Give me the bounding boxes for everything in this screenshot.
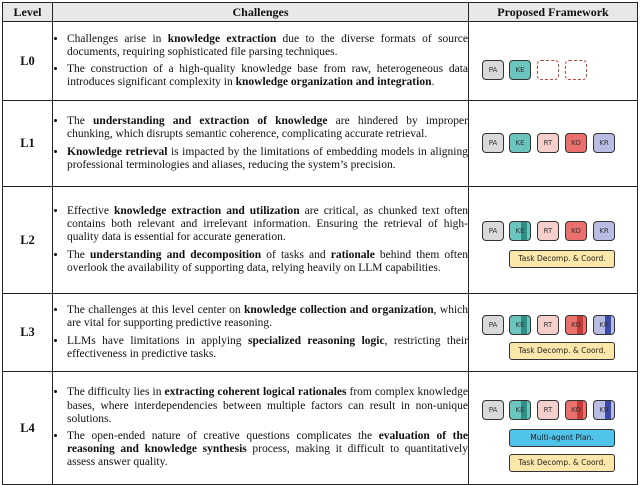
framework-cell <box>469 187 638 294</box>
challenge-bullet: • LLMs have limitations in applying specialized reasoning logic, restricting their effectiveness in predictive tasks. <box>67 335 468 361</box>
module-pa: PA <box>482 315 504 335</box>
framework-cell <box>469 372 638 485</box>
module-ko: KO <box>565 221 587 241</box>
row-l1 <box>3 101 638 187</box>
row-l3 <box>3 294 638 372</box>
challenge-bullet: • The difficulty lies in extracting coherent logical rationales from complex knowledge bases, where interdependencies between multiple factors can result in non-unique solutions. <box>67 386 468 426</box>
challenges-cell <box>53 294 469 372</box>
module-kr: KR <box>593 400 615 420</box>
module-rt: RT <box>537 221 559 241</box>
module-pa: PA <box>482 60 504 80</box>
module-kr: KR <box>593 133 615 153</box>
module-pa: PA <box>482 221 504 241</box>
task-decomp-bar: Task Decomp. & Coord. <box>509 454 615 472</box>
module-ko: KO <box>565 133 587 153</box>
module-rt: RT <box>537 315 559 335</box>
module-rt: RT <box>537 400 559 420</box>
framework-cell <box>469 294 638 372</box>
challenge-bullet: • The construction of a high-quality knowledge base from raw, heterogeneous data introduces significant complexity in knowledge organization and integration. <box>67 63 468 89</box>
challenge-bullet: • The open-ended nature of creative questions complicates the evaluation of the reasoning and knowledge synthesis process, making it difficult to quantitatively assess answer quality. <box>67 430 468 470</box>
module-rt: RT <box>537 133 559 153</box>
challenge-bullet: • Effective knowledge extraction and utilization are critical, as chunked text often contains both relevant and irrelevant information. Ensuring the retrieval of high-quality data is essential for accurate generation. <box>67 205 468 245</box>
header-level: Level <box>3 3 53 22</box>
header-row <box>3 3 638 22</box>
level-cell: L0 <box>3 22 53 101</box>
module-placeholder <box>537 60 559 80</box>
module-pa: PA <box>482 400 504 420</box>
challenges-cell <box>53 101 469 187</box>
row-l2 <box>3 187 638 294</box>
level-cell: L3 <box>3 294 53 372</box>
module-ke: KE <box>509 60 531 80</box>
task-decomp-bar: Task Decomp. & Coord. <box>509 250 615 268</box>
challenges-cell <box>53 22 469 101</box>
challenge-bullet: • Knowledge retrieval is impacted by the limitations of embedding models in aligning professional terminologies and aliases, reducing the system’s precision. <box>67 146 468 172</box>
module-kr: KR <box>593 221 615 241</box>
module-ke: KE <box>509 221 531 241</box>
module-ko: KO <box>565 400 587 420</box>
challenge-bullet: • The challenges at this level center on knowledge collection and organization, which are vital for supporting predictive reasoning. <box>67 304 468 330</box>
row-l4 <box>3 372 638 485</box>
level-cell: L1 <box>3 101 53 187</box>
module-ke: KE <box>509 400 531 420</box>
level-cell: L2 <box>3 187 53 294</box>
challenges-table <box>2 2 638 485</box>
framework-cell <box>469 22 638 101</box>
challenges-cell <box>53 187 469 294</box>
task-decomp-bar: Task Decomp. & Coord. <box>509 342 615 360</box>
challenges-cell <box>53 372 469 485</box>
row-l0 <box>3 22 638 101</box>
module-pa: PA <box>482 133 504 153</box>
header-framework: Proposed Framework <box>469 3 638 22</box>
header-challenges: Challenges <box>53 3 469 22</box>
module-ke: KE <box>509 315 531 335</box>
module-ke: KE <box>509 133 531 153</box>
challenge-bullet: • The understanding and extraction of knowledge are hindered by improper chunking, which disrupts semantic coherence, complicating accurate retrieval. <box>67 115 468 141</box>
challenge-bullet: • The understanding and decomposition of tasks and rationale behind them often overlook the availability of supporting data, relying heavily on LLM capabilities. <box>67 249 468 275</box>
module-kr: KR <box>593 315 615 335</box>
module-placeholder <box>565 60 587 80</box>
module-ko: KO <box>565 315 587 335</box>
framework-cell <box>469 101 638 187</box>
level-cell: L4 <box>3 372 53 485</box>
multi-agent-bar: Multi-agent Plan. <box>509 429 615 447</box>
challenge-bullet: • Challenges arise in knowledge extraction due to the diverse formats of source documents, requiring sophisticated file parsing techniques. <box>67 33 468 59</box>
